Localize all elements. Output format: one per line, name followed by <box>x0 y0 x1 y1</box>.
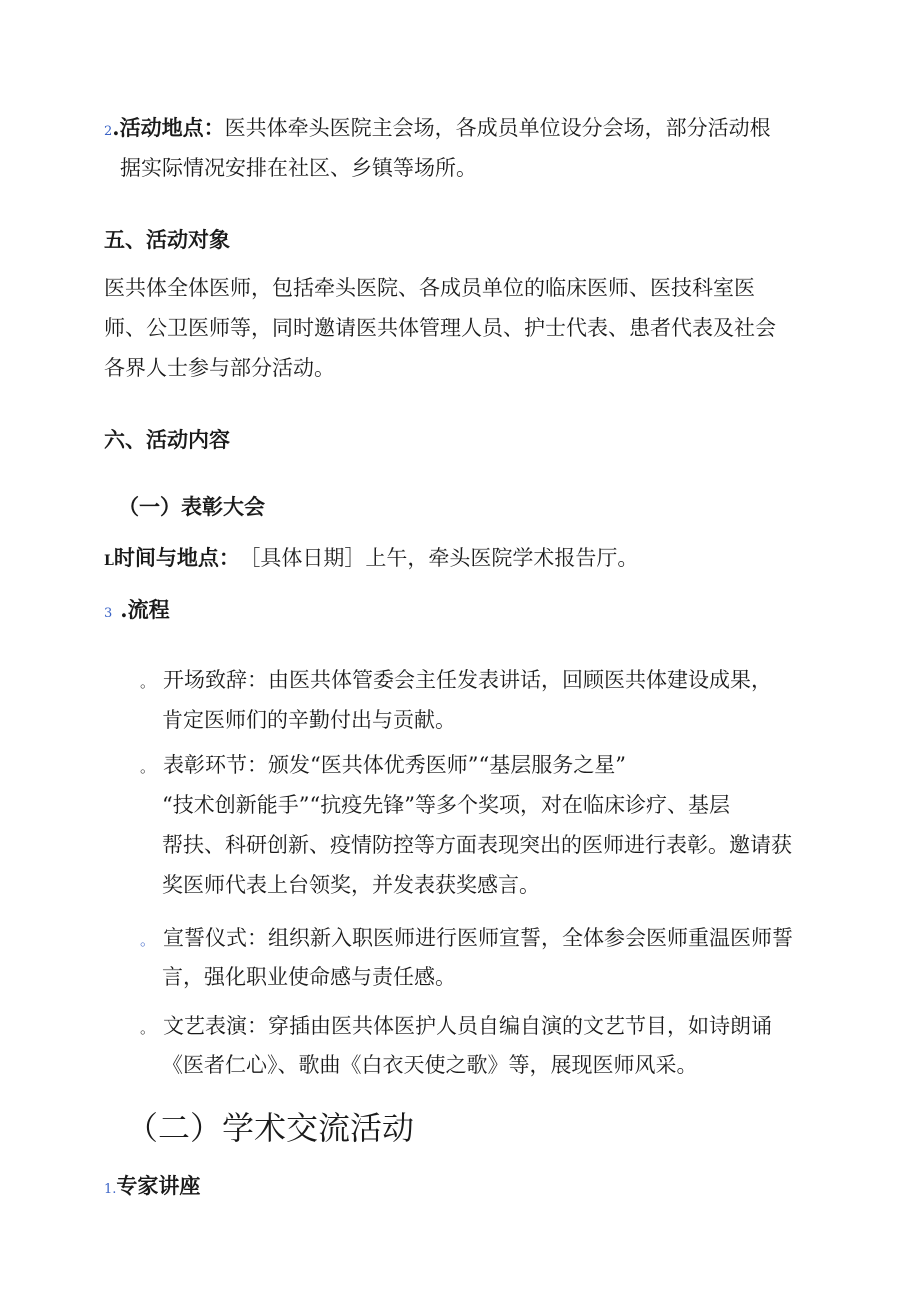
flow-item-3-line-1 <box>140 918 793 960</box>
bullet-marker: 。 <box>140 758 156 776</box>
time-label: 时间与地点： <box>113 545 240 570</box>
flow-label: .流程 <box>120 597 170 622</box>
lecture-number: 1. <box>104 1182 117 1197</box>
flow-item-1-line-2: 肯定医师们的辛勤付出与贡献。 <box>162 708 456 732</box>
flow-item-4-line-1 <box>140 1006 772 1048</box>
flow-line <box>104 590 170 634</box>
lecture-line <box>104 1166 200 1210</box>
flow-item-1-text-1: 开场致辞：由医共体管委会主任发表讲话，回顾医共体建设成果， <box>163 668 773 692</box>
section5-line-1: 医共体全体医师，包括牵头医院、各成员单位的临床医师、医技科室医 <box>104 276 755 300</box>
flow-item-2-line-4: 奖医师代表上台领奖，并发表获奖感言。 <box>162 873 540 897</box>
flow-item-1-line-1 <box>140 660 772 702</box>
time-text: ［具体日期］上午，牵头医院学术报告厅。 <box>249 546 639 570</box>
lecture-label: 专家讲座 <box>116 1173 201 1198</box>
location-number: 2 <box>104 124 113 139</box>
flow-item-2-text-1: 表彰环节：颁发“医共体优秀医师”“基层服务之星” <box>163 753 626 777</box>
flow-item-2-line-3: 帮扶、科研创新、疫情防控等方面表现突出的医师进行表彰。邀请获 <box>162 833 792 857</box>
flow-number: 3 <box>104 606 113 621</box>
location-text-1: 医共体牵头医院主会场，各成员单位设分会场，部分活动根 <box>224 116 771 140</box>
flow-item-3-text-1: 宣誓仪式：组织新入职医师进行医师宣誓，全体参会医师重温医师誓 <box>163 926 794 950</box>
flow-item-2-line-2: “技术创新能手”“抗疫先锋”等多个奖项，对在临床诊疗、基层 <box>162 793 730 817</box>
bullet-marker: 。 <box>140 673 156 691</box>
flow-item-3-line-2: 言，强化职业使命感与责任感。 <box>162 965 456 989</box>
section5-heading: 五、活动对象 <box>104 227 230 252</box>
flow-item-4-text-1: 文艺表演：穿插由医共体医护人员自编自演的文艺节目，如诗朗诵 <box>163 1014 773 1038</box>
time-number: L <box>104 553 114 569</box>
location-line-2: 据实际情况安排在社区、乡镇等场所。 <box>120 156 477 180</box>
section5-line-3: 各界人士参与部分活动。 <box>104 356 335 380</box>
bullet-marker: 。 <box>140 1019 156 1037</box>
location-line-1 <box>104 108 771 152</box>
section5-line-2: 师、公卫医师等，同时邀请医共体管理人员、护士代表、患者代表及社会 <box>104 316 776 340</box>
bullet-marker: 。 <box>140 931 156 949</box>
section6-heading: 六、活动内容 <box>104 427 230 452</box>
sub2-heading: （二）学术交流活动 <box>126 1109 415 1147</box>
sub1-heading: （一）表彰大会 <box>118 494 265 519</box>
flow-item-2-line-1 <box>140 745 626 787</box>
location-label: .活动地点： <box>112 115 225 140</box>
time-location-line <box>104 538 638 581</box>
flow-item-4-line-2: 《医者仁心》、歌曲《白衣天使之歌》等，展现医师风采。 <box>162 1053 698 1077</box>
